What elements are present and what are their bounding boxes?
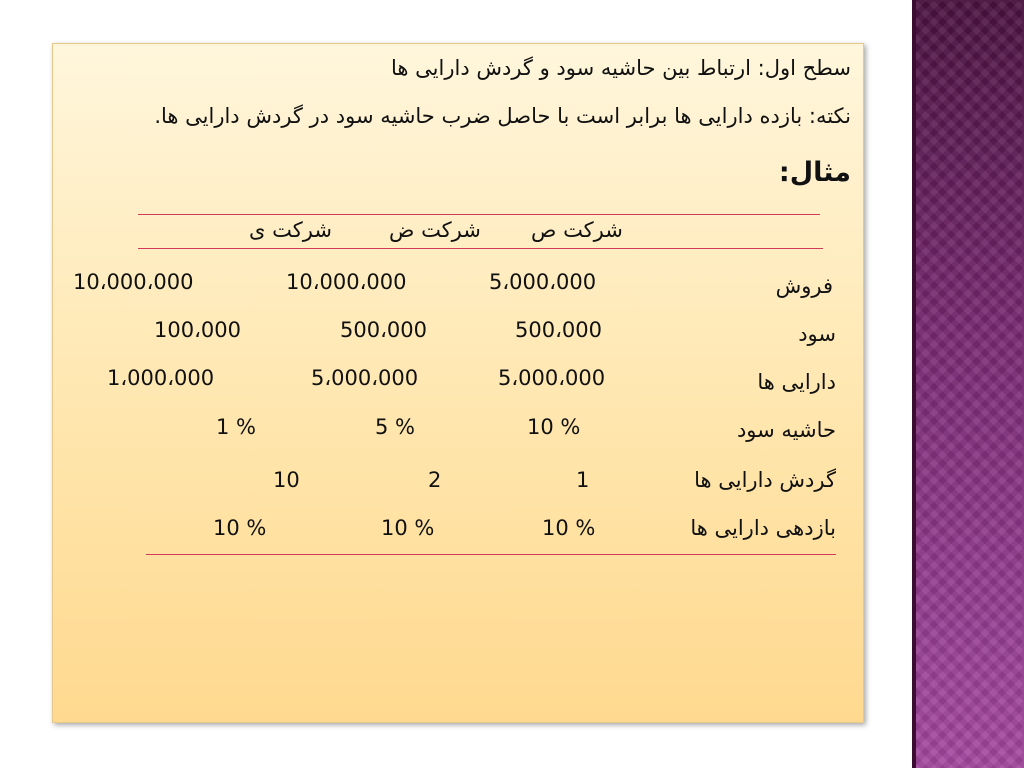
row-label-asset-turnover: گردش دارایی ها [694, 468, 836, 492]
cell-sales-zad: 10،000،000 [286, 270, 407, 294]
content-box [52, 43, 864, 723]
level-one-line: سطح اول: ارتباط بین حاشیه سود و گردش دارایی ها [391, 56, 851, 80]
cell-margin-zad: 5 % [375, 415, 415, 439]
row-label-assets: دارایی ها [757, 370, 836, 394]
table-top-rule [138, 214, 820, 215]
cell-profit-zad: 500،000 [340, 318, 427, 342]
row-label-profit: سود [798, 322, 836, 346]
cell-assets-sad: 5،000،000 [498, 366, 606, 390]
row-label-return-on-assets: بازدهی دارایی ها [690, 516, 836, 540]
cell-turnover-zad: 2 [428, 468, 442, 492]
cell-turnover-sad: 1 [576, 468, 590, 492]
cell-turnover-ye: 10 [273, 468, 300, 492]
cell-margin-sad: 10 % [527, 415, 581, 439]
cell-profit-sad: 500،000 [515, 318, 602, 342]
cell-roa-sad: 10 % [542, 516, 596, 540]
cell-profit-ye: 100،000 [154, 318, 241, 342]
note-line: نکته: بازده دارایی ها برابر است با حاصل ضرب حاشیه سود در گردش دارایی ها. [154, 104, 851, 128]
row-label-profit-margin: حاشیه سود [736, 418, 836, 442]
cell-assets-zad: 5،000،000 [311, 366, 419, 390]
cell-roa-ye: 10 % [213, 516, 267, 540]
example-heading: مثال: [778, 157, 851, 188]
cell-sales-sad: 5،000،000 [489, 270, 597, 294]
table-header-rule [138, 248, 823, 249]
column-header-ye: شرکت ی [249, 218, 332, 242]
cell-margin-ye: 1 % [216, 415, 256, 439]
column-header-zad: شرکت ض [389, 218, 481, 242]
column-header-sad: شرکت ص [531, 218, 623, 242]
cell-sales-ye: 10،000،000 [73, 270, 194, 294]
decorative-side-band [912, 0, 1024, 768]
cell-roa-zad: 10 % [381, 516, 435, 540]
table-bottom-rule [146, 554, 836, 555]
row-label-sales: فروش [775, 274, 833, 298]
cell-assets-ye: 1،000،000 [107, 366, 215, 390]
